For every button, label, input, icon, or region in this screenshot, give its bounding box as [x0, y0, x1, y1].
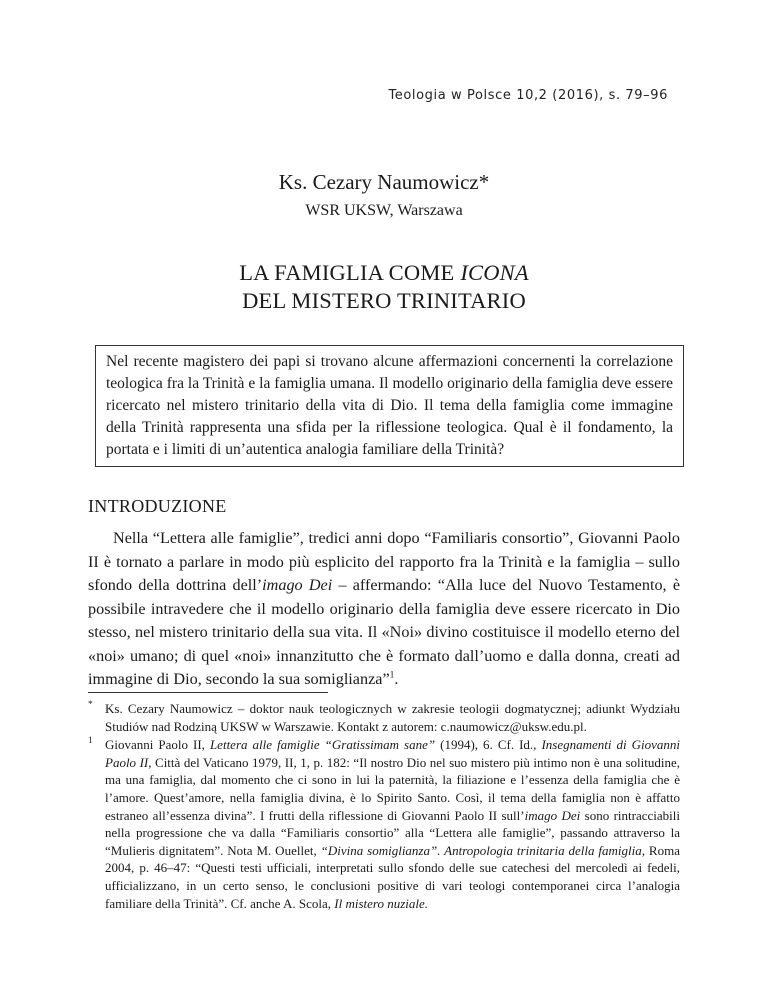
abstract-box: Nel recente magistero dei papi si trovano alcune affermazioni concernenti la correlazione teologica fra la Trinità e la famiglia umana. Il modello originario della famiglia deve essere ricercato nel mistero trinitario della vita di Dio. Il tema della famiglia come immagine della Trinità rappresenta una sfida per la riflessione teologica. Qual è il fondamento, la portata e i limiti di un’autentica analogia familiare della Trinità?	[95, 345, 684, 467]
footnote-author	[88, 700, 680, 735]
footnote-italic: imago Dei	[524, 807, 581, 823]
author-name: Ks. Cezary Naumowicz*	[278, 170, 490, 194]
section-heading: INTRODUZIONE	[88, 496, 227, 516]
paragraph-text: Nella “Lettera alle famiglie”, tredici anni dopo “Familiaris consortio”, Giovanni Paolo II è tornato a parlare in modo più esplicito del rapporto fra la Trinità e la famiglia – sullo sfondo della dottrina dell’	[88, 529, 680, 594]
running-head: Teologia w Polsce 10,2 (2016), s. 79–96	[388, 88, 668, 103]
footnote-text: Ks. Cezary Naumowicz – doktor nauk teologicznych w zakresie teologii dogmatycznej; adiunkt Wydziału Studiów nad Rodziną UKSW w Warszawie. Kontakt z autorem: c.naumowicz@uksw.edu.pl.	[105, 701, 680, 734]
title-text: LA FAMIGLIA COME	[239, 260, 461, 285]
footnote-text: sono rintracciabili nella progressione che va dalla “Familiaris consortio” alla “Lettera alle famiglie”, passando attraverso la “Mulieris dignitatem”. Nota M. Ouellet,	[105, 807, 680, 858]
footnote-separator	[88, 692, 328, 693]
footnotes	[88, 700, 680, 912]
footnote-italic: Il mistero nuziale.	[334, 895, 429, 911]
footnote-text: , Roma 2004, p. 46–47: “Questi testi ufficiali, interpretati sullo sfondo delle sue catechesi del mercoledì ai fedeli, ufficializzano, in un certo senso, le conclusioni positive di vari teologi contemporanei circa l’analogia familiare della Trinità”. Cf. anche A. Scola,	[105, 842, 680, 911]
body-paragraph	[88, 527, 680, 692]
footnote-mark: *	[88, 700, 93, 710]
footnote-italic: Lettera alle famiglie “Gratissimam sane”	[209, 737, 436, 753]
footnote-italic: “Divina somiglianza”. Antropologia trinitaria della famiglia	[320, 842, 642, 858]
paragraph-italic: imago Dei	[262, 576, 333, 594]
footnote-1	[88, 736, 680, 912]
footnote-reference[interactable]: 1	[389, 670, 395, 681]
footnote-text: , Città del Vaticano 1979, II, 1, p. 182: “Il nostro Dio nel suo mistero più intimo non è una solitudine, ma una famiglia, dal momento che ci sono in lui la paternità, la filiazione e l’essenza della famiglia che è l’amore. Quest’amore, nella famiglia divina, è lo Spirito Santo. Così, il tema della famiglia non è affatto estraneo all’essenza divina”. I frutti della riflessione di Giovanni Paolo II sull’	[105, 754, 680, 823]
title-italic: ICONA	[460, 260, 529, 285]
title-line-1	[0, 259, 768, 287]
author-affiliation: WSR UKSW, Warszawa	[305, 202, 463, 219]
title-line-2: DEL MISTERO TRINITARIO	[242, 288, 526, 313]
article-title	[0, 259, 768, 315]
footnote-italic: Insegnamenti di Giovanni Paolo II	[105, 737, 680, 770]
footnote-mark: 1	[88, 736, 93, 747]
paragraph-text: .	[394, 670, 399, 688]
footnote-text: Giovanni Paolo II,	[105, 737, 210, 753]
footnote-text: (1994), 6. Cf. Id.,	[435, 737, 542, 753]
paragraph-text: – affermando: “Alla luce del Nuovo Testamento, è possibile intravedere che il modello originario della famiglia deve essere ricercato in Dio stesso, nel mistero trinitario della sua vita. Il «Noi» divino costituisce il modello eterno del «noi» umano; di quel «noi» innanzitutto che è formato dall’uomo e dalla donna, creati ad immagine di Dio, secondo la sua somiglianza”	[88, 576, 680, 688]
